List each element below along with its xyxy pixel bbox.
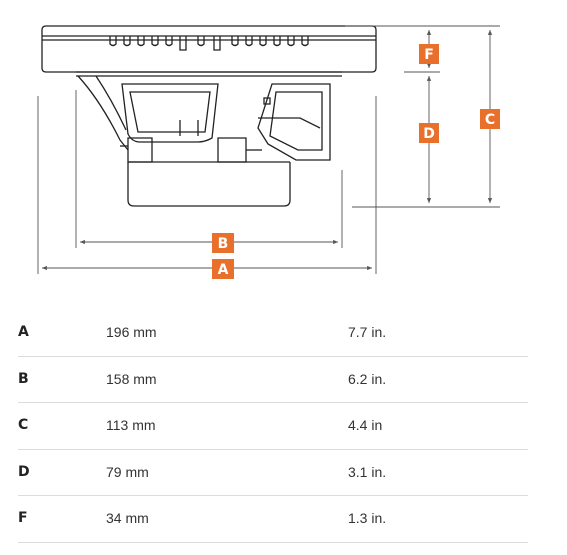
spec-row-b bbox=[18, 357, 528, 404]
grille-teeth bbox=[110, 36, 308, 50]
spec-imperial: 1.3 in. bbox=[348, 510, 387, 526]
spec-imperial: 7.7 in. bbox=[348, 324, 387, 340]
callout-d-label: D bbox=[423, 126, 435, 142]
callout-f bbox=[419, 44, 439, 64]
spec-metric: 34 mm bbox=[106, 510, 149, 526]
spec-imperial: 4.4 in bbox=[348, 417, 383, 433]
spec-row-f bbox=[18, 496, 528, 543]
dimension-spec-table bbox=[18, 310, 528, 543]
callout-b bbox=[212, 233, 234, 253]
callout-c-label: C bbox=[484, 112, 496, 128]
spec-label: F bbox=[18, 510, 28, 526]
callout-a bbox=[212, 259, 234, 279]
spec-imperial: 3.1 in. bbox=[348, 463, 387, 480]
spec-row-a bbox=[18, 310, 528, 357]
spec-label: D bbox=[18, 463, 30, 480]
speaker-outline bbox=[42, 26, 376, 206]
spec-metric: 113 mm bbox=[106, 417, 156, 433]
spec-label: C bbox=[18, 417, 29, 433]
spec-label: A bbox=[18, 324, 29, 340]
spec-row-c bbox=[18, 403, 528, 450]
callout-f-label: F bbox=[424, 47, 434, 63]
spec-imperial: 6.2 in. bbox=[348, 370, 387, 387]
spec-metric: 158 mm bbox=[106, 370, 157, 387]
spec-label: B bbox=[18, 370, 29, 387]
spec-metric: 79 mm bbox=[106, 463, 149, 480]
callout-a-label: A bbox=[217, 262, 229, 278]
spec-row-d bbox=[18, 450, 528, 497]
spec-metric: 196 mm bbox=[106, 324, 157, 340]
callout-b-label: B bbox=[217, 236, 229, 252]
callout-c bbox=[480, 109, 500, 129]
callout-d bbox=[419, 123, 439, 143]
